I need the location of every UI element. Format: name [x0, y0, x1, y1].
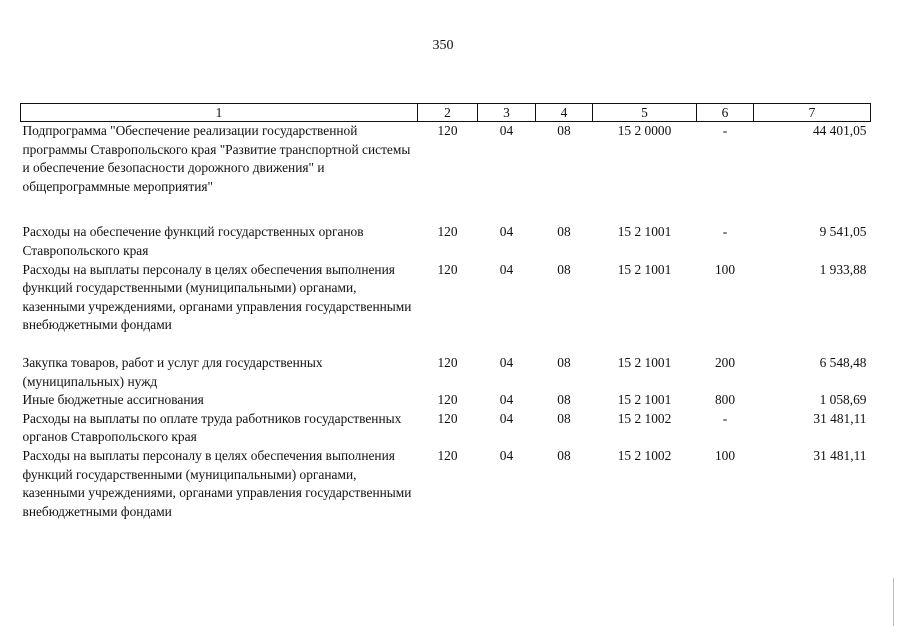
row-vr: 100	[714, 447, 736, 463]
row-name: Расходы на выплаты по оплате труда работников государственных органов Ставропольского края	[22, 410, 402, 445]
row-ved: 120	[437, 224, 458, 240]
row-csr: 15 2 1002	[617, 447, 672, 463]
table-row	[21, 223, 871, 260]
scan-mark	[893, 578, 894, 626]
row-pr: 08	[557, 261, 571, 277]
row-rz: 04	[499, 354, 514, 370]
page-number: 350	[432, 38, 454, 53]
row-name: Закупка товаров, работ и услуг для государственных (муниципальных) нужд	[22, 354, 323, 389]
row-ved: 120	[437, 123, 458, 138]
row-sum: 9 541,05	[819, 224, 867, 240]
row-vr: 100	[714, 261, 736, 277]
row-rz: 04	[499, 261, 514, 277]
table-row	[21, 261, 871, 354]
header-col-4: 4	[536, 104, 593, 122]
row-pr: 08	[557, 410, 571, 426]
row-vr: -	[722, 410, 728, 426]
table-row	[21, 410, 871, 447]
row-pr: 08	[557, 123, 571, 138]
row-name: Расходы на выплаты персоналу в целях обеспечения выполнения функций государственными (муниципальными) органами, казенными учреждениями, органами управления государственными внебюджетными фондами	[22, 261, 412, 333]
row-ved: 120	[437, 410, 458, 426]
row-rz: 04	[499, 410, 514, 426]
row-rz: 04	[499, 392, 514, 408]
row-rz: 04	[499, 224, 514, 240]
budget-table	[20, 103, 871, 521]
table-row	[21, 447, 871, 521]
header-col-5: 5	[593, 104, 697, 122]
row-sum: 31 481,11	[813, 447, 867, 463]
row-csr: 15 2 0000	[617, 123, 672, 138]
row-pr: 08	[557, 447, 571, 463]
row-name: Расходы на обеспечение функций государственных органов Ставропольского края	[22, 224, 364, 258]
header-col-1: 1	[21, 104, 418, 122]
row-pr: 08	[557, 224, 571, 240]
row-ved: 120	[437, 447, 458, 463]
row-sum: 31 481,11	[813, 410, 867, 426]
row-vr: -	[722, 123, 728, 138]
row-vr: -	[722, 224, 728, 240]
row-ved: 120	[437, 392, 458, 408]
row-ved: 120	[437, 261, 458, 277]
row-csr: 15 2 1001	[617, 392, 672, 408]
row-pr: 08	[557, 354, 571, 370]
table-row	[21, 354, 871, 391]
row-vr: 800	[714, 392, 736, 408]
row-name: Иные бюджетные ассигнования	[22, 392, 204, 408]
row-csr: 15 2 1001	[617, 261, 672, 277]
row-csr: 15 2 1002	[617, 410, 672, 426]
row-sum: 1 058,69	[819, 392, 867, 408]
row-rz: 04	[499, 123, 514, 138]
table-row	[21, 391, 871, 410]
row-sum: 44 401,05	[812, 123, 867, 138]
header-col-6: 6	[697, 104, 754, 122]
row-name: Расходы на выплаты персоналу в целях обеспечения выполнения функций государственными (муниципальными) органами, казенными учреждениями, органами управления государственными внебюджетными фондами	[22, 447, 412, 519]
row-sum: 6 548,48	[819, 354, 867, 370]
table-row	[21, 122, 871, 224]
row-csr: 15 2 1001	[617, 354, 672, 370]
row-vr: 200	[714, 354, 736, 370]
header-col-7: 7	[754, 104, 871, 122]
row-csr: 15 2 1001	[617, 224, 672, 240]
header-col-3: 3	[478, 104, 536, 122]
row-pr: 08	[557, 392, 571, 408]
row-rz: 04	[499, 447, 514, 463]
row-name: Подпрограмма "Обеспечение реализации государственной программы Ставропольского края "Развитие транспортной системы и обеспечение безопасности дорожного движения" и общепрограммные мероприятия"	[22, 123, 411, 194]
header-row	[21, 104, 871, 122]
header-col-2: 2	[418, 104, 478, 122]
row-sum: 1 933,88	[819, 261, 867, 277]
row-ved: 120	[437, 354, 458, 370]
